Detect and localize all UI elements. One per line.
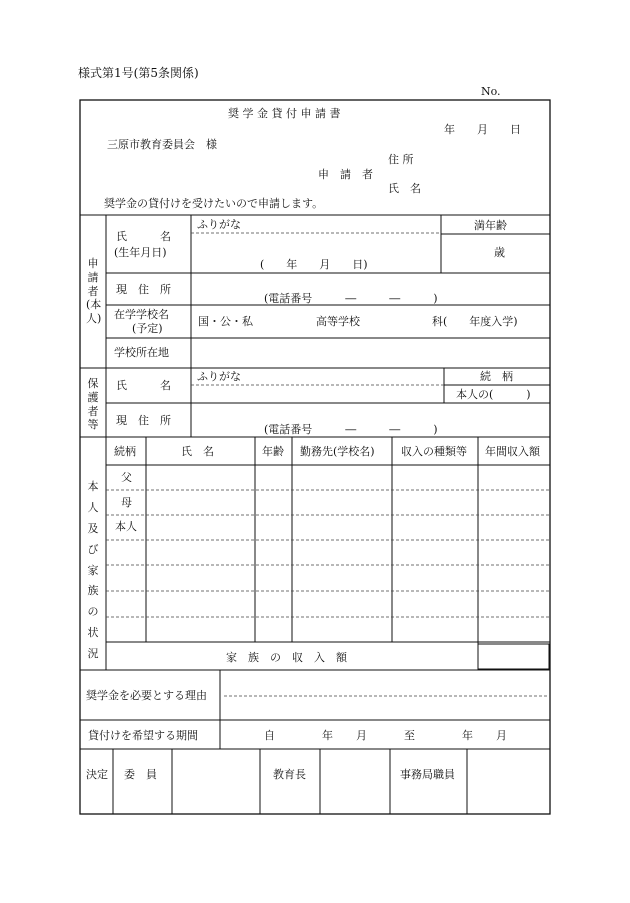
- superintendent-label: 教育長: [273, 768, 306, 781]
- addressee: 三原市教育委員会 様: [107, 138, 217, 151]
- form-title: 奨 学 金 貸 付 申 請 書: [228, 107, 341, 120]
- family-row-mother: 母: [121, 496, 132, 509]
- staff-label: 事務局職員: [400, 768, 455, 781]
- family-header-income-type: 収入の種類等: [401, 445, 467, 458]
- age-field[interactable]: 歳: [494, 246, 505, 259]
- guardian-furigana[interactable]: ふりがな: [197, 370, 241, 383]
- school-address-label: 学校所在地: [114, 346, 169, 359]
- date-field[interactable]: 年 月 日: [444, 123, 521, 136]
- period-to-year[interactable]: 年: [462, 729, 473, 742]
- no-label: No.: [481, 85, 501, 98]
- period-to: 至: [404, 729, 415, 742]
- family-header-workplace: 勤務先(学校名): [300, 445, 375, 458]
- applicant-phone-field[interactable]: (電話番号 ― ― ): [264, 292, 438, 305]
- family-row-father: 父: [121, 471, 132, 484]
- family-header-relation: 続柄: [114, 445, 136, 458]
- guardian-section-label: 保護者等: [87, 377, 99, 432]
- period-to-month[interactable]: 月: [496, 729, 507, 742]
- guardian-address-label: 現 住 所: [116, 414, 171, 427]
- family-income-total-label: 家 族 の 収 入 額: [226, 651, 347, 664]
- member-label: 委 員: [124, 768, 157, 781]
- applicant-name-label: 氏 名: [116, 230, 171, 243]
- applicant-name-label: 氏 名: [388, 182, 421, 195]
- period-from: 自: [264, 729, 275, 742]
- guardian-name-label: 氏 名: [116, 379, 171, 392]
- applicant-label: 申 請 者: [318, 168, 373, 181]
- relation-header: 続 柄: [480, 370, 513, 383]
- period-label: 貸付けを希望する期間: [88, 729, 198, 742]
- applicant-section-label: 申請者(本人): [86, 257, 102, 325]
- high-school-label: 高等学校: [316, 315, 360, 328]
- guardian-phone-field[interactable]: (電話番号 ― ― ): [264, 423, 438, 436]
- decision-label: 決定: [86, 768, 108, 781]
- school-type[interactable]: 国・公・私: [198, 315, 253, 328]
- family-header-name: 氏 名: [181, 445, 214, 458]
- relation-field[interactable]: 本人の( ): [456, 388, 531, 401]
- applicant-address-label: 現 住 所: [116, 283, 171, 296]
- applicant-furigana[interactable]: ふりがな: [197, 218, 241, 231]
- birthdate-field[interactable]: ( 年 月 日): [260, 258, 368, 271]
- period-from-month[interactable]: 月: [356, 729, 367, 742]
- period-from-year[interactable]: 年: [322, 729, 333, 742]
- application-statement: 奨学金の貸付けを受けたいので申請します。: [104, 197, 324, 210]
- school-label: 在学学校名: [114, 308, 169, 321]
- form-number: 様式第1号(第5条関係): [78, 66, 199, 80]
- school-sub-label: (予定): [132, 322, 163, 335]
- address-label: 住 所: [388, 153, 414, 166]
- birth-label: (生年月日): [114, 246, 167, 259]
- family-header-age: 年齢: [262, 445, 284, 458]
- age-header: 満年齢: [474, 219, 507, 232]
- family-row-self: 本人: [115, 520, 137, 533]
- course-field[interactable]: 科( 年度入学): [432, 315, 518, 328]
- family-header-annual-income: 年間収入額: [485, 445, 540, 458]
- family-section-label: 本人及び家族の状況: [87, 480, 99, 661]
- reason-label: 奨学金を必要とする理由: [86, 689, 207, 702]
